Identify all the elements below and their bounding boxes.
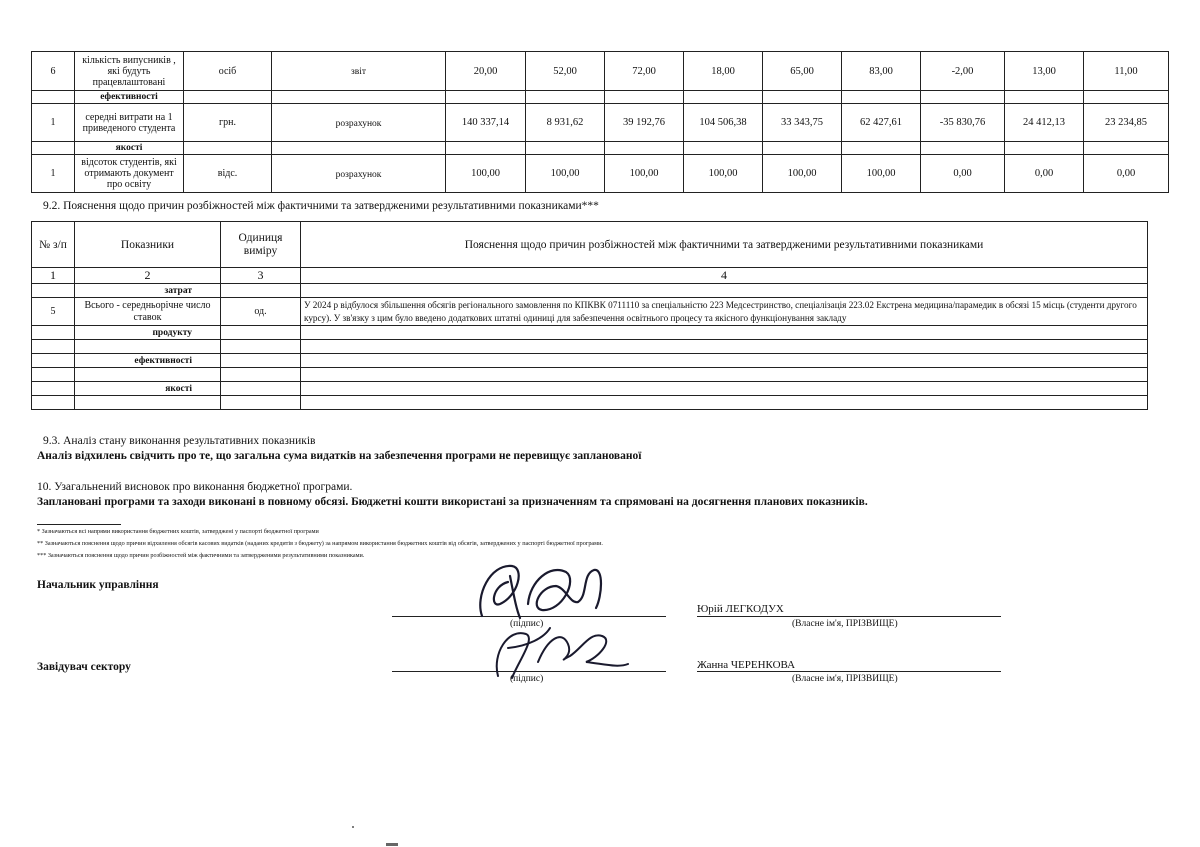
- discrepancy-explanation-table: [31, 221, 1148, 410]
- column-numbers-row: 1 2 3 4: [32, 268, 1148, 284]
- section-row-efficiency: ефективності: [32, 91, 1169, 104]
- signer-2-position: Завідувач сектору: [37, 661, 131, 673]
- section-10-title: 10. Узагальнений висновок про виконання бюджетної програми.: [37, 481, 353, 493]
- section-row-quality: якості: [32, 142, 1169, 155]
- table-row: 6 кількість випусників , які будуть працевлаштовані осіб звіт 20,00 52,00 72,00 18,00 65,00 83,00 -2,00 13,00 11,00: [32, 52, 1169, 91]
- section-9-3-title: 9.3. Аналіз стану виконання результативних показників: [43, 435, 316, 447]
- table-row: 5 Всього - середньорічне число ставок од. У 2024 р відбулося збільшення обсягів регіонального замовлення по КПКВК 0711110 за спеціальністю 223 Медсестринство, спеціалізація 223.02 Екстрена медицина/парамедик в обсязі 15 місць (студенти другого курсу). У зв'язку з цим було введено додаткових штатні одиниці для забезпечення освітнього процесу та якісного функціонування закладу: [32, 298, 1148, 326]
- empty-row: [32, 396, 1148, 410]
- signer-2-name: Жанна ЧЕРЕНКОВА: [697, 659, 796, 671]
- section-row-product: продукту: [32, 326, 1148, 340]
- signature-2-image: [478, 618, 638, 686]
- empty-row: [32, 368, 1148, 382]
- footnote-divider: [37, 524, 121, 525]
- name-line: [697, 671, 1001, 672]
- signer-1-position: Начальник управління: [37, 579, 159, 591]
- table-header-row: № з/п Показники Одиниця виміру Пояснення щодо причин розбіжностей між фактичними та затвердженими результативними показниками: [32, 222, 1148, 268]
- table-row: 1 відсоток студентів, які отримають документ про освіту відс. розрахунок 100,00 100,00 100,00 100,00 100,00 100,00 0,00 0,00 0,00: [32, 155, 1169, 193]
- section-9-3-text: Аналіз відхилень свідчить про те, що загальна сума видатків на забезпечення програми не перевищує запланованої: [37, 450, 642, 462]
- signature-label: (підпис): [510, 619, 544, 629]
- table-row: 1 середні витрати на 1 приведеного студента грн. розрахунок 140 337,14 8 931,62 39 192,76 104 506,38 33 343,75 62 427,61 -35 830,76 24 412,13 23 234,85: [32, 104, 1169, 142]
- section-9-2-title: 9.2. Пояснення щодо причин розбіжностей між фактичними та затвердженими результативними показниками***: [43, 200, 599, 212]
- empty-row: [32, 340, 1148, 354]
- footnote-3: *** Зазначаються пояснення щодо причин розбіжностей між фактичними та затвердженими результативними показниками.: [37, 552, 365, 559]
- section-row-costs: затрат: [32, 284, 1148, 298]
- footnote-1: * Зазначаються всі напрями використання бюджетних коштів, затверджені у паспорті бюджетної програми: [37, 528, 319, 535]
- name-label: (Власне ім'я, ПРІЗВИЩЕ): [792, 674, 898, 684]
- section-10-text: Заплановані програми та заходи виконані в повному обсязі. Бюджетні кошти використані за призначенням та спрямовані на досягнення планових показників.: [37, 496, 868, 508]
- scan-speck: [352, 826, 354, 828]
- section-row-efficiency: ефективності: [32, 354, 1148, 368]
- scan-speck: [386, 843, 398, 846]
- footnote-2: ** Зазначаються пояснення щодо причин відхилення обсягів касових видатків (наданих кредитів з бюджету) за напрямом використання бюджетних коштів від обсягів, затверджених у паспорті бюджетної програми.: [37, 540, 603, 547]
- signer-1-name: Юрій ЛЕГКОДУХ: [697, 603, 784, 615]
- signature-label: (підпис): [510, 674, 544, 684]
- name-label: (Власне ім'я, ПРІЗВИЩЕ): [792, 619, 898, 629]
- performance-indicators-table: [31, 51, 1169, 193]
- name-line: [697, 616, 1001, 617]
- section-row-quality: якості: [32, 382, 1148, 396]
